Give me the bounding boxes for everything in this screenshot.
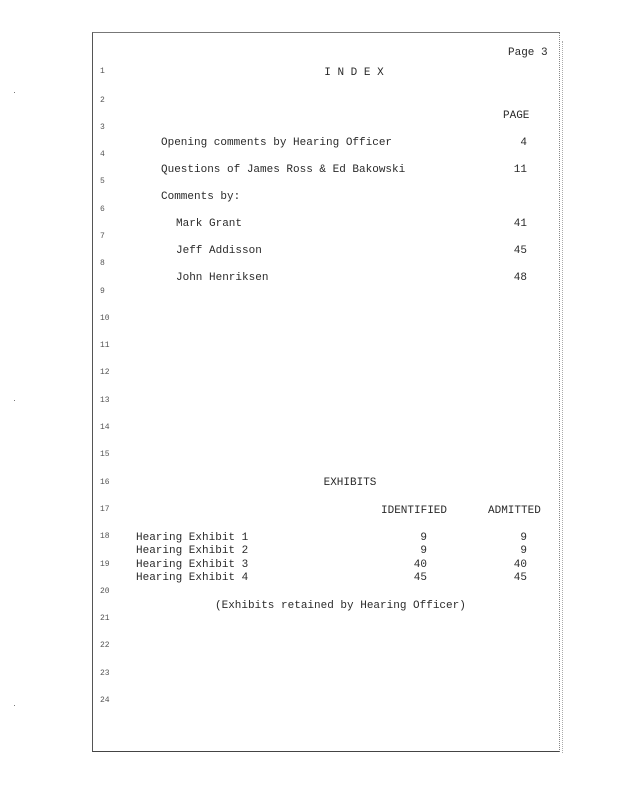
scan-speck (14, 705, 15, 706)
exhibit-identified: 40 (413, 559, 427, 571)
index-entry-label: Questions of James Ross & Ed Bakowski (161, 164, 406, 176)
line-number: 9 (100, 287, 105, 296)
exhibit-admitted: 9 (520, 532, 527, 544)
line-number: 13 (100, 396, 110, 405)
line-number: 5 (100, 177, 105, 186)
exhibit-admitted: 40 (513, 559, 527, 571)
identified-column-header: IDENTIFIED (381, 505, 448, 517)
line-number: 16 (100, 478, 110, 487)
line-number: 8 (100, 259, 105, 268)
index-entry-page: 45 (513, 245, 527, 257)
line-number: 2 (100, 96, 105, 105)
line-number: 18 (100, 532, 110, 541)
exhibit-name: Hearing Exhibit 2 (136, 545, 249, 557)
index-entry-label: Mark Grant (176, 218, 243, 230)
exhibit-identified: 9 (420, 545, 427, 557)
index-entry-page: 41 (513, 218, 527, 230)
line-number: 24 (100, 696, 110, 705)
line-number: 20 (100, 587, 110, 596)
line-number: 17 (100, 505, 110, 514)
page-label: Page 3 (508, 47, 548, 59)
line-number: 14 (100, 423, 110, 432)
line-number: 1 (100, 67, 105, 76)
line-number: 23 (100, 669, 110, 678)
line-number: 22 (100, 641, 110, 650)
index-entry-page: 4 (520, 137, 527, 149)
line-number: 12 (100, 368, 110, 377)
exhibit-name: Hearing Exhibit 4 (136, 572, 249, 584)
line-number: 7 (100, 232, 105, 241)
exhibit-name: Hearing Exhibit 3 (136, 559, 249, 571)
line-number: 21 (100, 614, 110, 623)
exhibits-title: EXHIBITS (323, 477, 377, 489)
exhibits-note: (Exhibits retained by Hearing Officer) (215, 600, 466, 612)
line-number: 15 (100, 450, 110, 459)
index-entry-label: Opening comments by Hearing Officer (161, 137, 393, 149)
exhibit-name: Hearing Exhibit 1 (136, 532, 249, 544)
page-column-header: PAGE (503, 110, 530, 122)
index-entry-page: 48 (513, 272, 527, 284)
index-entry-page: 11 (513, 164, 527, 176)
line-number: 3 (100, 123, 105, 132)
line-number: 19 (100, 560, 110, 569)
scan-speck (14, 92, 15, 93)
admitted-column-header: ADMITTED (488, 505, 541, 517)
index-entry-label: John Henriksen (176, 272, 269, 284)
exhibit-admitted: 45 (513, 572, 527, 584)
exhibit-identified: 45 (413, 572, 427, 584)
exhibit-admitted: 9 (520, 545, 527, 557)
index-title: I N D E X (324, 67, 384, 79)
scan-speck (14, 400, 15, 401)
index-entry-label: Jeff Addisson (176, 245, 262, 257)
line-number: 6 (100, 205, 105, 214)
line-number: 10 (100, 314, 110, 323)
line-number: 4 (100, 150, 105, 159)
exhibit-identified: 9 (420, 532, 427, 544)
line-number: 11 (100, 341, 110, 350)
index-entry-label: Comments by: (161, 191, 241, 203)
